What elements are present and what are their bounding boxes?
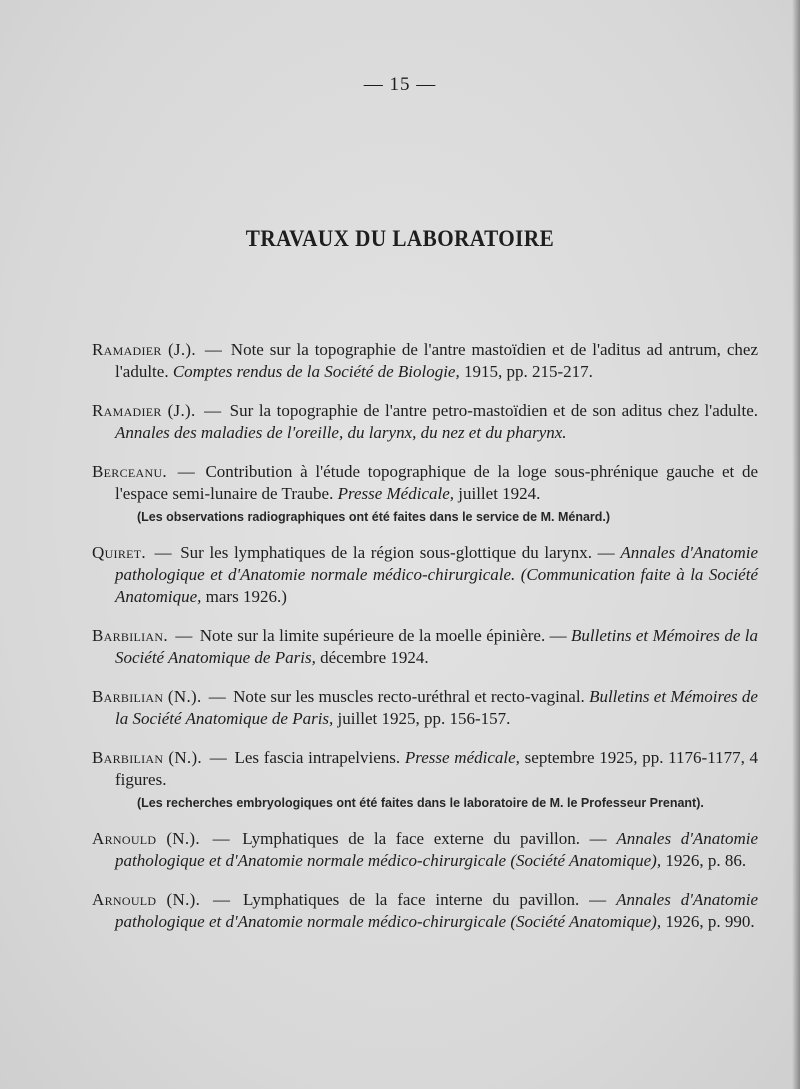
entry-author: Ramadier (J.).: [92, 340, 196, 359]
entry-citation: Annales des maladies de l'oreille, du larynx, du nez et du pharynx.: [115, 423, 567, 442]
entry-title: Lymphatiques de la face externe du pavillon. —: [242, 829, 607, 848]
entry-author: Ramadier (J.).: [92, 401, 196, 420]
page-edge-shadow: [792, 0, 800, 1089]
entry-title: Sur la topographie de l'antre petro-mastoïdien et de son aditus chez l'adulte.: [229, 401, 759, 420]
entry-separator: —: [204, 401, 222, 420]
page-number: — 15 —: [363, 74, 437, 95]
bibliography-entry: [92, 625, 758, 669]
entry-author: Arnould (N.).: [92, 829, 200, 848]
entry-details: mars 1926.): [205, 587, 287, 606]
bibliography-entry: [92, 889, 758, 933]
entry-author: Barbilian.: [92, 626, 168, 645]
bibliography-entry: [92, 339, 758, 383]
section-heading: TRAVAUX DU LABORATOIRE: [245, 226, 555, 251]
bibliography-entry: [92, 828, 758, 872]
entry-separator: —: [154, 543, 172, 562]
entry-citation: Annales d'Anatomie pathologique et d'Anatomie normale médico-chirurgicale. (Communication faite à la Société Anatomique,: [115, 543, 758, 606]
bibliography-list: [92, 322, 758, 947]
entry-details: septembre 1925, pp. 1176-1177, 4 figures.: [115, 748, 759, 789]
entry-citation: Annales d'Anatomie pathologique et d'Anatomie normale médico-chirurgicale (Société Anatomique),: [115, 890, 759, 931]
entry-author: Barbilian (N.).: [92, 687, 202, 706]
entry-details: juillet 1924.: [458, 484, 541, 503]
entry-citation: Bulletins et Mémoires de la Société Anatomique de Paris,: [115, 687, 758, 728]
entry-title: Note sur la limite supérieure de la moelle épinière. —: [199, 626, 567, 645]
entry-author: Arnould (N.).: [92, 890, 201, 909]
entry-title: Contribution à l'étude topographique de la loge sous-phrénique gauche et de l'espace semi-lunaire de Traube.: [115, 462, 759, 503]
entry-separator: —: [175, 626, 193, 645]
entry-title: Lymphatiques de la face interne du pavillon. —: [242, 890, 607, 909]
entry-title: Les fascia intrapelviens.: [234, 748, 401, 767]
entry-separator: —: [209, 748, 227, 767]
entry-title: Note sur la topographie de l'antre mastoïdien et de l'aditus ad antrum, chez l'adulte.: [115, 340, 758, 381]
entry-note: (Les observations radiographiques ont été faites dans le service de M. Ménard.): [137, 510, 611, 524]
entry-details: 1915, pp. 215-217.: [463, 362, 593, 381]
entry-author: Barbilian (N.).: [92, 748, 202, 767]
entry-separator: —: [177, 462, 195, 481]
entry-separator: —: [208, 687, 226, 706]
entry-title: Note sur les muscles recto-uréthral et recto-vaginal.: [233, 687, 585, 706]
entry-citation: Presse médicale,: [404, 748, 520, 767]
entry-citation: Annales d'Anatomie pathologique et d'Anatomie normale médico-chirurgicale (Société Anatomique),: [115, 829, 759, 870]
entry-author: Berceanu.: [92, 462, 167, 481]
entry-separator: —: [212, 829, 230, 848]
bibliography-entry: [92, 461, 758, 525]
entry-citation: Bulletins et Mémoires de la Société Anatomique de Paris,: [115, 626, 759, 667]
entry-separator: —: [204, 340, 222, 359]
bibliography-entry: [92, 747, 758, 811]
entry-citation: Comptes rendus de la Société de Biologie,: [172, 362, 460, 381]
entry-details: juillet 1925, pp. 156-157.: [337, 709, 511, 728]
entry-citation: Presse Médicale,: [337, 484, 455, 503]
entry-title: Sur les lymphatiques de la région sous-glottique du larynx. —: [180, 543, 615, 562]
entry-separator: —: [213, 890, 231, 909]
entry-details: décembre 1924.: [320, 648, 429, 667]
bibliography-entry: [92, 400, 758, 444]
bibliography-entry: [92, 542, 758, 608]
entry-details: 1926, p. 86.: [665, 851, 747, 870]
bibliography-entry: [92, 686, 758, 730]
entry-details: 1926, p. 990.: [665, 912, 755, 931]
entry-author: Quiret.: [92, 543, 146, 562]
entry-note: (Les recherches embryologiques ont été faites dans le laboratoire de M. le Professeur Prenant).: [137, 796, 704, 810]
